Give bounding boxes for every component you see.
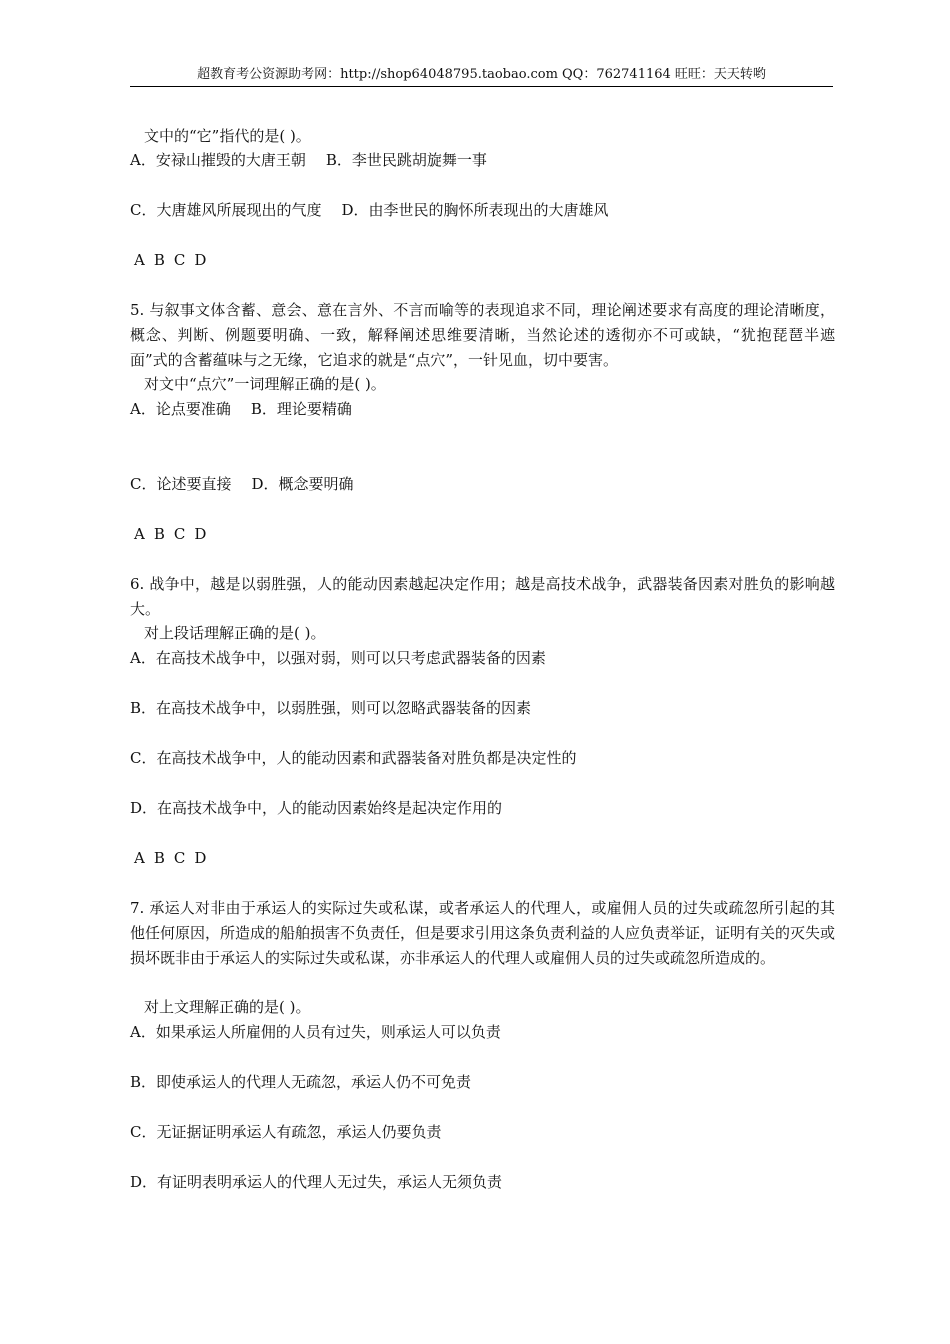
q5-question: 对文中“点穴”一词理解正确的是( )。 <box>144 375 386 393</box>
q5-answer-d[interactable]: D <box>194 525 207 543</box>
q4-options-ab <box>130 148 835 173</box>
q4-answer-b[interactable]: B <box>153 251 165 269</box>
q7-option-d: D．有证明表明承运人的代理人无过失，承运人无须负责 <box>130 1173 503 1191</box>
q5-option-c: C．论述要直接 <box>130 475 232 493</box>
q5-options-cd <box>130 472 835 497</box>
q4-answer-d[interactable]: D <box>194 251 207 269</box>
q4-option-c: C．大唐雄风所展现出的气度 <box>130 201 322 219</box>
q5-answer-b[interactable]: B <box>153 525 165 543</box>
q5-answer-c[interactable]: C <box>173 525 186 543</box>
page-header: 超教育考公资源助考网：http://shop64048795.taobao.com QQ：762741164 旺旺：天天转哟 <box>130 66 833 87</box>
q6-answer-choices <box>134 846 839 871</box>
q7-option-a: A．如果承运人所雇佣的人员有过失，则承运人可以负责 <box>130 1023 501 1041</box>
q4-option-a: A．安禄山摧毁的大唐王朝 <box>130 151 306 169</box>
q4-option-b: B．李世民跳胡旋舞一事 <box>325 151 487 169</box>
q5-options-ab <box>130 397 835 422</box>
q6-option-a: A．在高技术战争中，以强对弱，则可以只考虑武器装备的因素 <box>130 649 546 667</box>
q4-answer-a[interactable]: A <box>134 251 145 269</box>
q7-question: 对上文理解正确的是( )。 <box>144 998 311 1016</box>
q4-question: 文中的“它”指代的是( )。 <box>144 127 311 145</box>
q6-answer-d[interactable]: D <box>194 849 207 867</box>
q6-option-b: B．在高技术战争中，以弱胜强，则可以忽略武器装备的因素 <box>130 699 532 717</box>
q5-option-a: A．论点要准确 <box>130 400 231 418</box>
q5-option-d: D．概念要明确 <box>251 475 354 493</box>
q6-question: 对上段话理解正确的是( )。 <box>144 624 326 642</box>
q4-options-cd <box>130 198 835 223</box>
q7-option-b: B．即使承运人的代理人无疏忽，承运人仍不可免责 <box>130 1073 472 1091</box>
q4-option-d: D．由李世民的胸怀所表现出的大唐雄风 <box>341 201 609 219</box>
q6-option-c: C．在高技术战争中，人的能动因素和武器装备对胜负都是决定性的 <box>130 749 577 767</box>
q7-text: 7. 承运人对非由于承运人的实际过失或私谋，或者承运人的代理人，或雇佣人员的过失或疏忽所引起的其他任何原因，所造成的船舶损害不负责任，但是要求引用这条负责利益的人应负责举证，证明有关的灭失或损坏既非由于承运人的实际过失或私谋，亦非承运人的代理人或雇佣人员的过失或疏忽所造成的。 <box>130 899 836 967</box>
q6-text: 6. 战争中，越是以弱胜强，人的能动因素越起决定作用；越是高技术战争，武器装备因素对胜负的影响越大。 <box>130 575 835 618</box>
q7-option-c: C．无证据证明承运人有疏忽，承运人仍要负责 <box>130 1123 442 1141</box>
q6-answer-a[interactable]: A <box>134 849 145 867</box>
q6-answer-b[interactable]: B <box>153 849 165 867</box>
q4-answer-c[interactable]: C <box>173 251 186 269</box>
q6-option-d: D．在高技术战争中，人的能动因素始终是起决定作用的 <box>130 799 503 817</box>
q5-text: 5. 与叙事文体含蓄、意会、意在言外、不言而喻等的表现追求不同，理论阐述要求有高度的理论清晰度，概念、判断、例题要明确、一致，解释阐述思维要清晰，当然论述的透彻亦不可或缺，“犹抱琵琶半遮面”式的含蓄蕴味与之无缘，它追求的就是“点穴”，一针见血，切中要害。 <box>130 301 835 369</box>
q4-answer-choices <box>134 248 839 273</box>
q6-answer-c[interactable]: C <box>173 849 186 867</box>
q5-answer-a[interactable]: A <box>134 525 145 543</box>
q5-option-b: B．理论要精确 <box>250 400 352 418</box>
q5-answer-choices <box>134 522 839 547</box>
